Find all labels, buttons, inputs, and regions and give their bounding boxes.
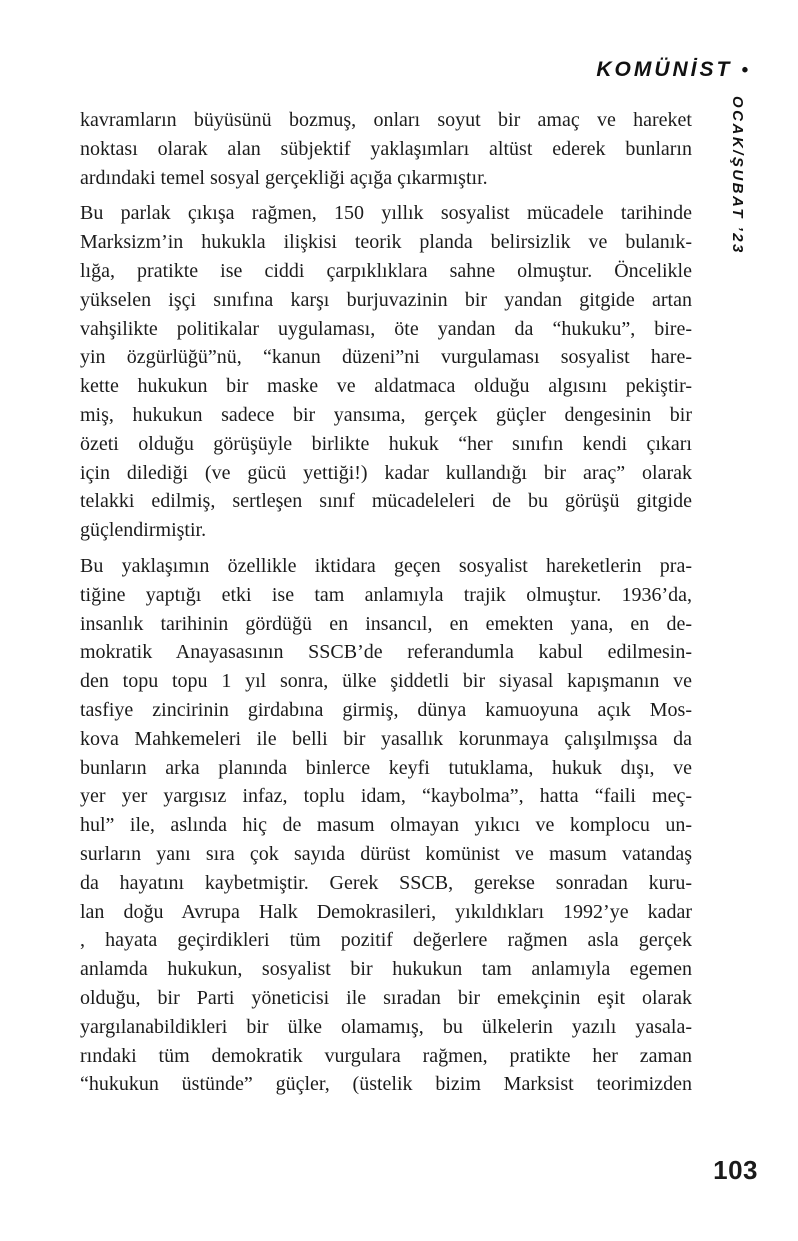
magazine-title: KOMÜNİST	[596, 58, 733, 81]
text-line: yer yer yargısız infaz, toplu idam, “kaybolma”, hatta “faili meç-	[80, 785, 692, 808]
text-line: Marksizm’in hukukla ilişkisi teorik planda belirsizlik ve bulanık-	[80, 231, 692, 254]
text-line: ardındaki temel sosyal gerçekliği açığa çıkarmıştır.	[80, 166, 488, 189]
text-line: da hayatını kaybetmiştir. Gerek SSCB, gerekse sonradan kuru-	[80, 871, 692, 894]
text-line: olduğu, bir Parti yöneticisi ile sıradan bir emekçinin eşit olarak	[80, 986, 692, 1009]
text-line: rındaki tüm demokratik vurgulara rağmen, pratikte her zaman	[80, 1044, 692, 1067]
text-line: tiğine yaptığı etki ise tam anlamıyla trajik olmuştur. 1936’da,	[80, 583, 692, 606]
text-line: yargılanabildikleri bir ülke olamamış, bu ülkelerin yazılı yasala-	[80, 1015, 692, 1038]
text-line: kova Mahkemeleri ile belli bir yasallık korunmaya çalışılmışsa da	[80, 727, 692, 750]
text-line: özeti olduğu görüşüyle birlikte hukuk “her sınıfın kendi çıkarı	[80, 432, 692, 455]
text-line: tasfiye zincirinin girdabına girmiş, dünya kamuoyuna açık Mos-	[80, 698, 692, 721]
text-line: lığa, pratikte ise ciddi çarpıklıklara sahne olmuştur. Öncelikle	[80, 259, 692, 282]
text-line: bunların arka planında binlerce keyfi tutuklama, hukuk dışı, ve	[80, 756, 692, 779]
text-line: Bu yaklaşımın özellikle iktidara geçen sosyalist hareketlerin pra-	[80, 554, 692, 577]
article-body	[80, 106, 692, 1106]
text-line: güçlendirmiştir.	[80, 519, 207, 542]
paragraph	[80, 199, 692, 545]
text-line: anlamda hukukun, sosyalist bir hukukun tam anlamıyla egemen	[80, 958, 692, 981]
paragraph	[80, 106, 692, 192]
bullet-icon: •	[741, 59, 748, 81]
text-line: noktası olarak alan sübjektif yaklaşımları altüst ederek bunların	[80, 137, 692, 160]
text-line: kavramların büyüsünü bozmuş, onları soyut bir amaç ve hareket	[80, 109, 692, 131]
text-line: surların yanı sıra çok sayıda dürüst komünist ve masum vatandaş	[80, 842, 692, 865]
issue-date-vertical: OCAK/ŞUBAT ’23	[729, 96, 746, 255]
text-line: lan doğu Avrupa Halk Demokrasileri, yıkıldıkları 1992’ye kadar	[80, 900, 692, 923]
text-line: “hukukun üstünde” güçler, (üstelik bizim Marksist teorimizden	[80, 1073, 692, 1096]
text-line: Bu parlak çıkışa rağmen, 150 yıllık sosyalist mücadele tarihinde	[80, 202, 692, 225]
page-number: 103	[713, 1155, 758, 1185]
text-line: , hayata geçirdikleri tüm pozitif değerlere rağmen asla gerçek	[80, 929, 692, 952]
text-line: miş, hukukun sadece bir yansıma, gerçek güçler dengesinin bir	[80, 403, 692, 426]
paragraph	[80, 552, 692, 1099]
text-line: den topu topu 1 yıl sonra, ülke şiddetli bir siyasal kapışmanın ve	[80, 670, 692, 693]
page-header	[596, 58, 748, 82]
text-line: hul” ile, aslında hiç de masum olmayan yıkıcı ve komplocu un-	[80, 814, 692, 837]
text-line: mokratik Anayasasının SSCB’de referandumla kabul edilmesin-	[80, 641, 692, 664]
text-line: yin özgürlüğü”nü, “kanun düzeni”ni vurgulaması sosyalist hare-	[80, 346, 692, 369]
text-line: telakki edilmiş, sertleşen sınıf mücadeleleri de bu görüşü gitgide	[80, 490, 692, 513]
text-line: vahşilikte politikalar uygulaması, öte yandan da “hukuku”, bire-	[80, 317, 692, 340]
text-line: için dilediği (ve gücü yettiği!) kadar kullandığı bir araç” olarak	[80, 461, 692, 484]
text-line: kette hukukun bir maske ve aldatmaca olduğu algısını pekiştir-	[80, 375, 692, 398]
text-line: yükselen işçi sınıfına karşı burjuvazinin bir yandan gitgide artan	[80, 288, 692, 311]
text-line: insanlık tarihinin gördüğü en insancıl, en emekten yana, en de-	[80, 612, 692, 635]
